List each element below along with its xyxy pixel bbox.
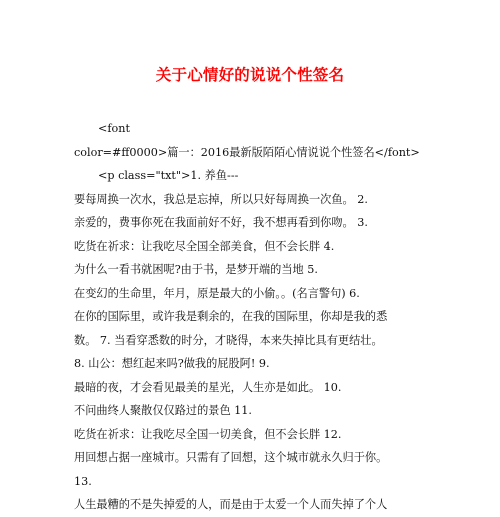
text-line: 吃货在祈求：让我吃尽全国一切美食，但不会长胖 12. — [74, 427, 342, 441]
text-line: 要每周换一次水，我总是忘掉，所以只好每周换一次鱼。 2. — [74, 192, 368, 206]
text-line: 吃货在祈求：让我吃尽全国全部美食，但不会长胖 4. — [74, 239, 335, 253]
text-line: 人生最糟的不是失掉爱的人，而是由于太爱一个人而失掉了个人 — [74, 498, 388, 511]
text-line: 为什么一看书就困呢?由于书，是梦开端的当地 5. — [74, 263, 318, 276]
document-title: 关于心情好的说说个性签名 — [155, 66, 345, 84]
text-line: 用回想占据一座城市。只需有了回想，这个城市就永久归于你。 — [74, 451, 388, 464]
text-line: 8. 山公：想红起来吗?做我的屁股阿! 9. — [74, 357, 270, 370]
text-line: 在你的国际里，或许我是剩余的，在我的国际里，你却是我的悉 — [74, 310, 388, 323]
text-line: 数。 7. 当看穿悉数的时分，才晓得，本来失掉比具有更结壮。 — [74, 333, 383, 347]
text-line: 13. — [74, 474, 92, 488]
text-line: color=#ff0000>篇一：2016最新版陌陌心情说说个性签名</font> — [74, 145, 420, 159]
text-line: <font — [98, 122, 130, 135]
text-line: <p class="txt">1. 养鱼--- — [98, 169, 239, 182]
text-line: 最暗的夜，才会看见最美的星光，人生亦是如此。 10. — [74, 380, 342, 394]
text-line: 亲爱的，费事你死在我面前好不好，我不想再看到你吻。 3. — [74, 216, 368, 229]
text-line: 在变幻的生命里，年月，原是最大的小偷。。(名言警句) 6. — [74, 286, 360, 300]
text-line: 不问曲终人聚散仅仅路过的景色 11. — [74, 404, 252, 417]
document-body — [74, 117, 484, 517]
